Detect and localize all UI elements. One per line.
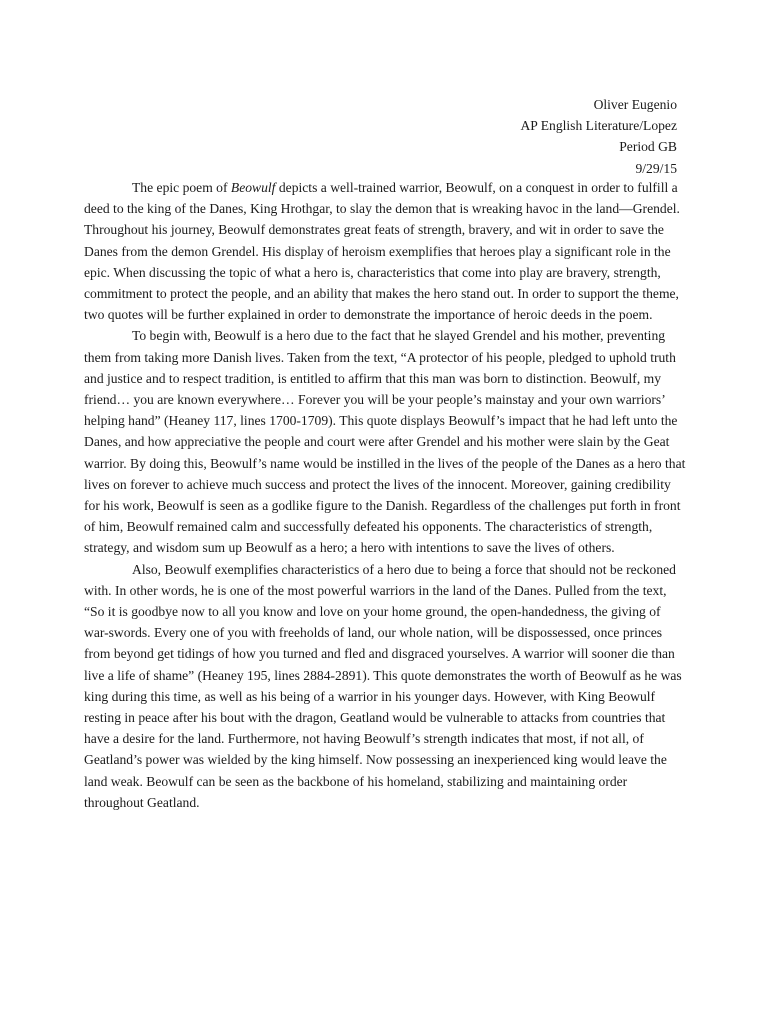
- paragraph-2: To begin with, Beowulf is a hero due to the fact that he slayed Grendel and his mother, preventing them from taking more Danish lives. Taken from the text, “A protector of his people, pledged to uphold truth and justice and to respect tradition, is entitled to affirm that this man was born to distinction. Beowulf, my friend… you are known everywhere… Forever you will be your people’s mainstay and your own warriors’ helping hand” (Heaney 117, lines 1700-1709). This quote displays Beowulf’s impact that he had left unto the Danes, and how appreciative the people and court were after Grendel and his mother were slain by the Geat warrior. By doing this, Beowulf’s name would be instilled in the lives of the people of the Danes as a hero that lives on forever to achieve much success and protect the lives of the innocent. Moreover, gaining credibility for his work, Beowulf is seen as a godlike figure to the Danish. Regardless of the challenges put forth in front of him, Beowulf remained calm and successfully defeated his opponents. The characteristics of strength, strategy, and wisdom sum up Beowulf as a hero; a hero with intentions to save the lives of others.: [84, 328, 686, 556]
- header-block: [520, 94, 677, 179]
- paragraph-1: [84, 177, 686, 325]
- class-period: Period GB: [619, 139, 677, 155]
- essay-date: 9/29/15: [635, 160, 677, 176]
- essay-body: [84, 177, 686, 813]
- poem-title: Beowulf: [230, 180, 276, 195]
- paragraph-1-lead: The epic poem of: [132, 180, 231, 195]
- author-name: Oliver Eugenio: [593, 97, 677, 112]
- paragraph-3: Also, Beowulf exemplifies characteristics of a hero due to being a force that should not be reckoned with. In other words, he is one of the most powerful warriors in the land of the Danes. Pulled from the text, “So it is goodbye now to all you know and love on your home ground, the open-handedness, the giving of war-swords. Every one of you with freeholds of land, our whole nation, will be dispossessed, once princes from beyond get tidings of how you turned and fled and disgraced yourselves. A warrior will sooner die than live a life of shame” (Heaney 195, lines 2884-2891). This quote demonstrates the worth of Beowulf as he was king during this time, as well as his being of a warrior in his younger days. However, with King Beowulf resting in peace after his bout with the dragon, Geatland would be vulnerable to attacks from countries that have a desire for the land. Furthermore, not having Beowulf’s strength indicates that most, if not all, of Geatland’s power was wielded by the king himself. Now possessing an inexperienced king would leave the land weak. Beowulf can be seen as the backbone of his homeland, stabilizing and maintaining order throughout Geatland.: [84, 561, 682, 810]
- course-name: AP English Literature/Lopez: [520, 118, 677, 134]
- paragraph-1-text: depicts a well-trained warrior, Beowulf, on a conquest in order to fulfill a deed to the king of the Danes, King Hrothgar, to slay the demon that is wreaking havoc in the land—Grendel. Throughout his journey, Beowulf demonstrates great feats of strength, bravery, and wit in order to save the Danes from the demon Grendel. His display of heroism exemplifies that heroes play a significant role in the epic. When discussing the topic of what a hero is, characteristics that come into play are bravery, strength, commitment to protect the people, and an ability that makes the hero stand out. In order to support the theme, two quotes will be further explained in order to demonstrate the importance of heroic deeds in the poem.: [84, 180, 680, 323]
